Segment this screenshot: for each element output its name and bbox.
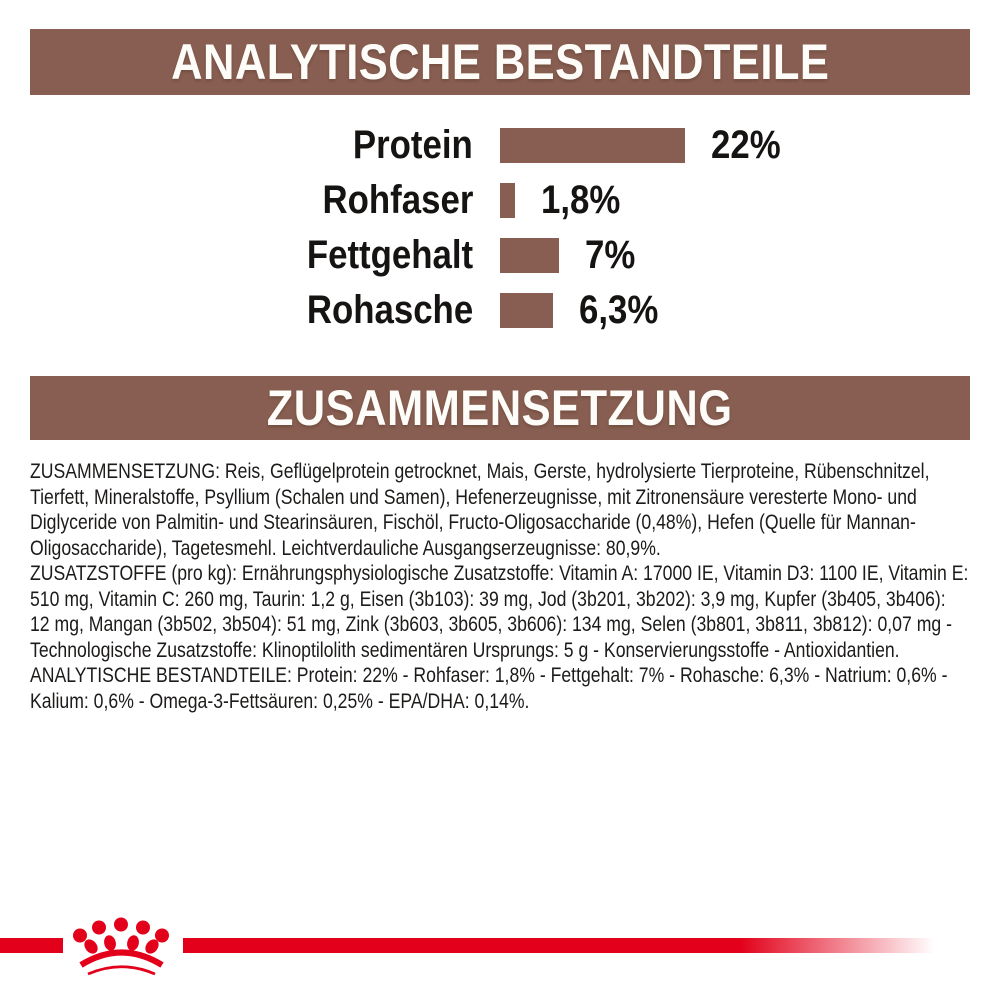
chart-category-cell — [0, 178, 473, 223]
chart-row — [0, 228, 1000, 283]
brand-red-line-left — [0, 938, 63, 953]
chart-category-cell — [0, 233, 473, 278]
ingredients-text-block — [30, 459, 970, 714]
composition-paragraph: ZUSAMMENSETZUNG: Reis, Geflügelprotein getrocknet, Mais, Gerste, hydrolysierte Tierproteine, Rübenschnitzel, Tierfett, Mineralstoffe, Psyllium (Schalen und Samen), Hefenerzeugnisse, mit Zitronensäure veresterte Mono- und Diglyceride von Palmitin- und Stearinsäuren, Fischöl, Fructo-Oligosaccharide (0,48%), Hefen (Quelle für Mannan-Oligosaccharide), Tagetesmehl. Leichtverdauliche Ausgangserzeugnisse: 80,9%. — [30, 459, 930, 560]
additives-paragraph: ZUSATZSTOFFE (pro kg): Ernährungsphysiologische Zusatzstoffe: Vitamin A: 17000 IE, Vitamin D3: 1100 IE, Vitamin E: 510 mg, Vitamin C: 260 mg, Taurin: 1,2 g, Eisen (3b103): 39 mg, Jod (3b201, 3b202): 3,9 mg, Kupfer (3b405, 3b406): 12 mg, Mangan (3b502, 3b504): 51 mg, Zink (3b603, 3b605, 3b606): 134 mg, Selen (3b801, 3b811, 3b812): 0,07 mg - Technologische Zusatzstoffe: Klinoptilolith sedimentären Ursprungs: 5 g - Konservierungsstoffe - Antioxidantien. — [30, 561, 969, 662]
chart-value-label: 6,3% — [578, 288, 659, 332]
chart-row — [0, 173, 1000, 228]
analytical-section-title: ANALYTISCHE BESTANDTEILE — [170, 34, 830, 90]
analytical-paragraph: ANALYTISCHE BESTANDTEILE: Protein: 22% - Rohfaser: 1,8% - Fettgehalt: 7% - Rohasche: 6,3% - Natrium: 0,6% - Kalium: 0,6% - Omega-3-Fettsäuren: 0,25% - EPA/DHA: 0,14%. — [30, 663, 948, 713]
chart-row — [0, 283, 1000, 338]
chart-bar — [500, 238, 559, 273]
composition-section-title: ZUSAMMENSETZUNG — [267, 380, 733, 436]
chart-category-label: Rohfaser — [322, 178, 473, 222]
chart-bar — [500, 183, 515, 218]
chart-category-cell — [0, 123, 473, 168]
brand-red-line-right — [183, 938, 935, 953]
chart-category-label: Protein — [353, 123, 473, 167]
analytical-section-banner — [30, 29, 970, 95]
chart-bar — [500, 128, 685, 163]
composition-section-banner — [30, 376, 970, 440]
chart-row — [0, 118, 1000, 173]
chart-category-label: Rohasche — [306, 288, 473, 332]
chart-value-label: 22% — [711, 123, 781, 167]
royal-canin-crown-paw-logo — [72, 917, 172, 977]
chart-bar — [500, 293, 553, 328]
chart-category-label: Fettgehalt — [306, 233, 473, 277]
chart-value-label: 7% — [584, 233, 636, 277]
chart-category-cell — [0, 288, 473, 333]
chart-value-label: 1,8% — [541, 178, 621, 222]
analytical-chart — [0, 118, 1000, 338]
